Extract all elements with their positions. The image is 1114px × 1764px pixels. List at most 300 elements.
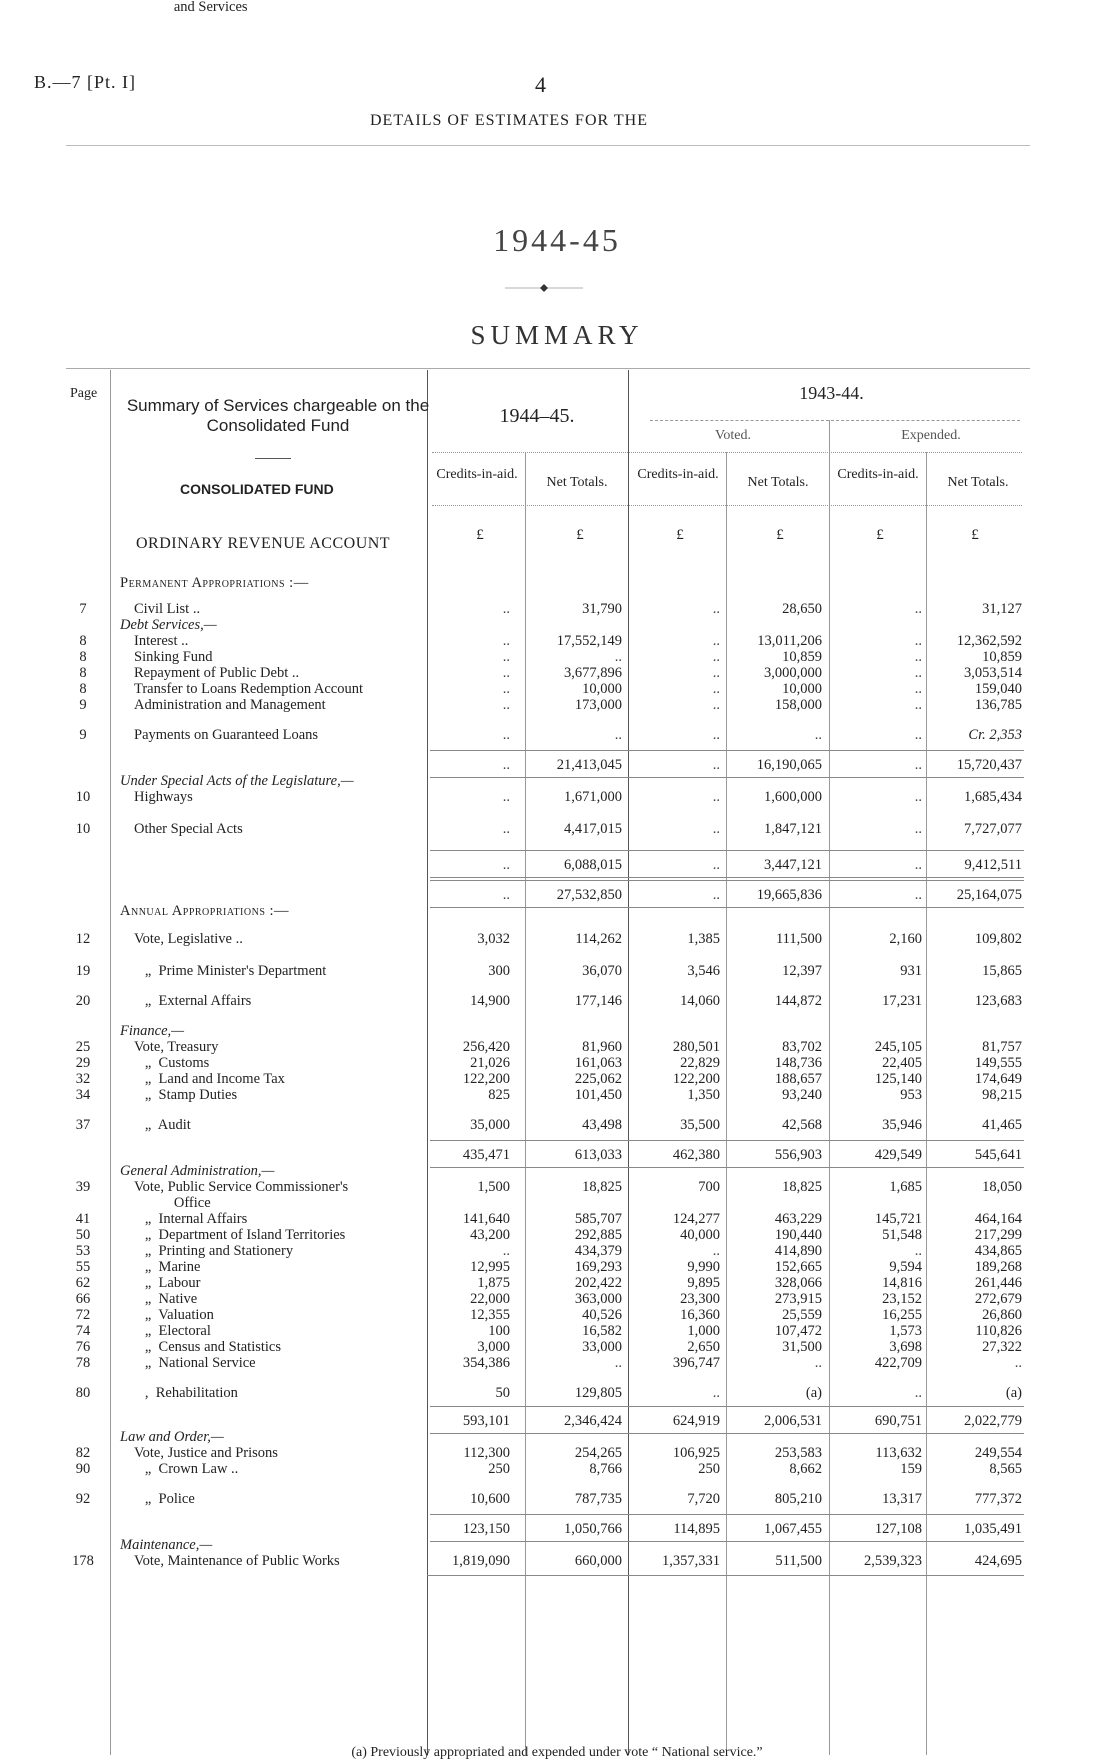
row-value: 250 [488,1461,510,1477]
row-value: 23,300 [680,1291,720,1307]
row-value: 396,747 [672,1355,720,1371]
row-page-ref: 41 [75,1211,91,1227]
row-value: 414,890 [774,1243,822,1259]
row-value: 300 [488,963,510,979]
row-value: 114,895 [673,1521,720,1537]
row-value: 188,657 [774,1071,822,1087]
row-value: 250 [698,1461,720,1477]
year-previous-header: 1943-44. [799,383,864,403]
row-page-ref: 78 [75,1355,91,1371]
row-value: 292,885 [574,1227,622,1243]
row-page-ref: 50 [75,1227,91,1243]
voted-header: Voted. [715,428,751,443]
row-label: Under Special Acts of the Legislature,— [120,773,354,789]
row-value: 249,554 [974,1445,1022,1461]
row-value: 273,915 [774,1291,822,1307]
row-label: Highways [134,789,193,805]
table-row [0,0,1114,15]
row-label: „ Department of Island Territories [134,1227,346,1243]
currency-label: £ [776,527,784,543]
row-value: 81,960 [582,1039,622,1055]
row-value: 41,465 [982,1117,1022,1133]
row-page-ref: 55 [75,1259,91,1275]
row-value: 328,066 [774,1275,822,1291]
header-rule [66,145,1030,146]
row-value: .. [814,727,822,743]
row-label: Vote, Maintenance of Public Works [134,1553,340,1569]
row-value: 3,698 [889,1339,922,1355]
row-label: Permanent Appropriations :— [120,575,309,591]
table-row [0,576,1114,591]
row-value: 10,859 [782,649,822,665]
row-value: 13,011,206 [757,633,822,649]
row-label: and Services [134,0,248,15]
row-value: 1,685,434 [964,789,1022,805]
col-header-net-current: Net Totals. [546,475,608,490]
row-value: 101,450 [574,1087,622,1103]
row-value: 16,360 [680,1307,720,1323]
row-value: .. [502,1243,510,1259]
row-value: 2,022,779 [964,1413,1022,1429]
table-bottom-rule [427,1575,1024,1576]
row-value: 660,000 [574,1553,622,1569]
row-value: 125,140 [874,1071,922,1087]
row-value: 83,702 [782,1039,822,1055]
row-value: (a) [805,1385,822,1401]
row-value: .. [614,649,622,665]
subtotal-rule [430,850,1024,851]
row-value: 1,350 [687,1087,720,1103]
subtotal-row [0,858,1114,873]
row-value: 1,357,331 [662,1553,720,1569]
row-value: 6,088,015 [564,857,622,873]
row-page-ref: 25 [75,1039,91,1055]
row-value: 1,000 [687,1323,720,1339]
table-row [0,1244,1114,1259]
table-row [0,1196,1114,1211]
row-page-ref: 12 [75,931,91,947]
row-label: Interest .. [134,633,189,649]
subtotal-rule [430,1406,1024,1407]
row-value: .. [614,1355,622,1371]
row-value: 435,471 [462,1147,510,1163]
row-page-ref: 82 [75,1445,91,1461]
row-value: 1,500 [477,1179,510,1195]
row-value: .. [914,665,922,681]
row-value: .. [914,601,922,617]
row-value: .. [712,757,720,773]
row-value: 100 [488,1323,510,1339]
row-page-ref: 62 [75,1275,91,1291]
row-value: 50 [495,1385,510,1401]
row-page-ref: 66 [75,1291,91,1307]
row-value: .. [712,697,720,713]
row-label: , Rehabilitation [134,1385,238,1401]
row-value: 31,127 [982,601,1022,617]
row-value: .. [914,887,922,903]
table-row [0,1340,1114,1355]
row-value: 424,695 [974,1553,1022,1569]
row-label: „ National Service [134,1355,256,1371]
row-value: 3,032 [477,931,510,947]
row-label: „ Native [134,1291,198,1307]
row-value: .. [502,681,510,697]
row-value: .. [712,857,720,873]
col-header-credits-expended: Credits-in-aid. [837,467,919,482]
currency-label: £ [576,527,584,543]
table-row [0,618,1114,633]
row-value: .. [914,1243,922,1259]
row-value: 1,847,121 [764,821,822,837]
table-row [0,774,1114,789]
row-value: 169,293 [574,1259,622,1275]
row-value: 253,583 [774,1445,822,1461]
row-value: 1,671,000 [564,789,622,805]
row-value: 16,582 [582,1323,622,1339]
row-value: 1,875 [477,1275,510,1291]
row-value: 511,500 [775,1553,822,1569]
table-row [0,1430,1114,1445]
subtotal-row [0,888,1114,903]
table-row [0,1024,1114,1039]
estimate-year-title: 1944-45 [493,222,621,258]
col-header-credits-current: Credits-in-aid. [436,467,518,482]
row-value: .. [914,649,922,665]
currency-label: £ [476,527,484,543]
row-page-ref: 9 [79,697,87,713]
row-value: 36,070 [582,963,622,979]
row-value: 123,683 [974,993,1022,1009]
row-value: 177,146 [574,993,622,1009]
table-row [0,634,1114,649]
row-value: 690,751 [874,1413,922,1429]
row-value: 12,362,592 [956,633,1022,649]
row-value: 35,000 [470,1117,510,1133]
row-value: 14,060 [680,993,720,1009]
row-label: Maintenance,— [120,1537,213,1553]
row-value: 9,412,511 [964,857,1022,873]
row-label: Administration and Management [134,697,326,713]
page-title: DETAILS OF ESTIMATES FOR THE [370,112,648,129]
row-value: 3,000 [477,1339,510,1355]
row-value: 152,665 [774,1259,822,1275]
row-value: 1,819,090 [452,1553,510,1569]
row-value: .. [502,757,510,773]
row-label: Civil List .. [134,601,201,617]
row-value: 148,736 [774,1055,822,1071]
table-top-rule [66,368,1030,369]
row-value: 1,067,455 [764,1521,822,1537]
row-value: 122,200 [462,1071,510,1087]
row-value: 13,317 [882,1491,922,1507]
row-value: 122,200 [672,1071,720,1087]
row-value: 43,498 [582,1117,622,1133]
row-value: .. [712,821,720,837]
row-value: 26,860 [982,1307,1022,1323]
row-value: 174,649 [974,1071,1022,1087]
row-value: 129,805 [574,1385,622,1401]
account-label: ORDINARY REVENUE ACCOUNT [136,535,391,552]
row-value: 35,500 [680,1117,720,1133]
row-label: „ Labour [134,1275,201,1291]
row-value: 4,417,015 [564,821,622,837]
row-value: 16,190,065 [756,757,822,773]
row-label: „ Electoral [134,1323,211,1339]
row-value: 27,322 [982,1339,1022,1355]
row-value: 2,650 [687,1339,720,1355]
row-value: 98,215 [982,1087,1022,1103]
row-value: 12,397 [782,963,822,979]
table-row [0,964,1114,979]
row-value: 272,679 [974,1291,1022,1307]
row-value: Cr. 2,353 [968,727,1022,743]
row-value: 624,919 [672,1413,720,1429]
row-value: 1,685 [889,1179,922,1195]
row-value: .. [712,1243,720,1259]
row-value: 2,006,531 [764,1413,822,1429]
row-label: Repayment of Public Debt .. [134,665,300,681]
row-value: .. [712,633,720,649]
row-label: „ External Affairs [134,993,252,1009]
services-heading-rule [255,458,291,459]
table-row [0,1538,1114,1553]
row-page-ref: 39 [75,1179,91,1195]
row-value: 43,200 [470,1227,510,1243]
row-label: Sinking Fund [134,649,213,665]
row-value: 2,346,424 [564,1413,622,1429]
table-row [0,932,1114,947]
row-label: Vote, Treasury [134,1039,219,1055]
table-row [0,728,1114,743]
row-value: .. [1014,1355,1022,1371]
row-value: 464,164 [974,1211,1022,1227]
row-value: 15,865 [982,963,1022,979]
row-value: 18,825 [782,1179,822,1195]
row-label: „ Internal Affairs [134,1211,248,1227]
row-value: 22,405 [882,1055,922,1071]
row-value: 1,385 [687,931,720,947]
row-value: 110,826 [975,1323,1022,1339]
row-value: 22,829 [680,1055,720,1071]
row-label: „ Printing and Stationery [134,1243,294,1259]
row-value: 931 [900,963,922,979]
subtotal-rule [430,877,1024,878]
services-heading: Summary of Services chargeable on the Consolidated Fund [126,396,430,435]
table-row [0,682,1114,697]
row-value: 159,040 [974,681,1022,697]
row-value: 463,229 [774,1211,822,1227]
row-value: 217,299 [974,1227,1022,1243]
row-value: 700 [698,1179,720,1195]
row-page-ref: 9 [79,727,87,743]
row-page-ref: 8 [79,665,87,681]
subtotal-row [0,1414,1114,1429]
footnote: (a) Previously appropriated and expended under vote “ National service.” [351,1745,763,1760]
row-page-ref: 74 [75,1323,91,1339]
ornament-divider [505,283,583,293]
table-row [0,822,1114,837]
table-row [0,1260,1114,1275]
row-value: 107,472 [774,1323,822,1339]
row-label: Other Special Acts [134,821,243,837]
row-value: 17,552,149 [556,633,622,649]
row-value: 3,546 [687,963,720,979]
row-value: 111,500 [775,931,822,947]
row-value: 15,720,437 [956,757,1022,773]
row-value: 16,255 [882,1307,922,1323]
row-value: 9,990 [687,1259,720,1275]
row-page-ref: 34 [75,1087,91,1103]
row-value: 81,757 [982,1039,1022,1055]
row-value: 109,802 [974,931,1022,947]
row-label: Vote, Justice and Prisons [134,1445,278,1461]
col-header-net-voted: Net Totals. [747,475,809,490]
row-value: 225,062 [574,1071,622,1087]
row-value: 189,268 [974,1259,1022,1275]
table-row [0,904,1114,919]
row-page-ref: 10 [75,789,91,805]
row-label: „ Audit [134,1117,191,1133]
table-row [0,1324,1114,1339]
row-value: 113,632 [875,1445,922,1461]
row-value: .. [712,789,720,805]
row-value: 825 [488,1087,510,1103]
row-value: 18,050 [982,1179,1022,1195]
table-row [0,1446,1114,1461]
expended-header: Expended. [901,428,961,443]
row-value: 7,727,077 [964,821,1022,837]
row-value: 280,501 [672,1039,720,1055]
consolidated-fund-label: CONSOLIDATED FUND [180,481,334,497]
row-value: 93,240 [782,1087,822,1103]
row-page-ref: 72 [75,1307,91,1323]
row-value: 14,900 [470,993,510,1009]
table-row [0,1164,1114,1179]
row-value: .. [914,789,922,805]
row-value: .. [712,887,720,903]
row-value: 7,720 [687,1491,720,1507]
table-row [0,1492,1114,1507]
row-label: „ Valuation [134,1307,214,1323]
table-row [0,698,1114,713]
row-value: .. [914,697,922,713]
row-value: 17,231 [882,993,922,1009]
row-value: 434,379 [574,1243,622,1259]
row-value: 173,000 [574,697,622,713]
row-value: .. [502,821,510,837]
row-value: 1,035,491 [964,1521,1022,1537]
row-value: .. [712,649,720,665]
table-row [0,790,1114,805]
row-value: (a) [1005,1385,1022,1401]
row-label: „ Census and Statistics [134,1339,282,1355]
row-value: 1,050,766 [564,1521,622,1537]
row-value: 363,000 [574,1291,622,1307]
row-value: .. [502,887,510,903]
currency-label: £ [676,527,684,543]
row-label: Office [134,1195,211,1211]
row-value: 3,447,121 [764,857,822,873]
row-value: 28,650 [782,601,822,617]
row-value: 805,210 [774,1491,822,1507]
row-label: „ Marine [134,1259,201,1275]
row-value: .. [914,633,922,649]
row-page-ref: 7 [79,601,87,617]
table-row [0,1072,1114,1087]
subtotal-rule [430,1140,1024,1141]
table-row [0,1212,1114,1227]
row-value: .. [914,727,922,743]
table-row [0,1118,1114,1133]
row-value: .. [712,601,720,617]
table-row [0,1356,1114,1371]
row-value: .. [712,727,720,743]
subtotal-rule [430,750,1024,751]
row-value: 141,640 [462,1211,510,1227]
row-value: 8,565 [989,1461,1022,1477]
row-page-ref: 76 [75,1339,91,1355]
row-value: .. [914,857,922,873]
row-value: 144,872 [774,993,822,1009]
subtotal-rule [430,880,1024,881]
row-value: .. [914,821,922,837]
table-row [0,1292,1114,1307]
row-value: 25,559 [782,1307,822,1323]
table-row [0,1308,1114,1323]
row-value: 254,265 [574,1445,622,1461]
row-value: .. [502,649,510,665]
row-value: 27,532,850 [556,887,622,903]
row-value: 3,677,896 [564,665,622,681]
row-value: 127,108 [874,1521,922,1537]
row-value: .. [502,633,510,649]
row-value: 261,446 [974,1275,1022,1291]
row-value: 21,026 [470,1055,510,1071]
row-value: 593,101 [462,1413,510,1429]
row-value: .. [614,727,622,743]
table-row [0,1056,1114,1071]
row-label: Finance,— [120,1023,185,1039]
row-value: 9,594 [889,1259,922,1275]
table-row [0,1386,1114,1401]
row-value: .. [814,1355,822,1371]
table-row [0,666,1114,681]
row-page-ref: 10 [75,821,91,837]
row-value: 18,825 [582,1179,622,1195]
row-value: 585,707 [574,1211,622,1227]
subtotal-row [0,1148,1114,1163]
subheader-rule [432,452,1022,453]
col-header-credits-voted: Credits-in-aid. [637,467,719,482]
row-value: 123,150 [462,1521,510,1537]
row-value: 22,000 [470,1291,510,1307]
row-value: 21,413,045 [556,757,622,773]
row-value: 1,573 [889,1323,922,1339]
row-value: 9,895 [687,1275,720,1291]
row-value: 112,300 [463,1445,510,1461]
row-value: 422,709 [874,1355,922,1371]
table-row [0,1228,1114,1243]
row-value: 434,865 [974,1243,1022,1259]
row-value: 777,372 [974,1491,1022,1507]
row-value: 953 [900,1087,922,1103]
table-row [0,602,1114,617]
document-reference: B.—7 [Pt. I] [34,72,136,92]
row-value: .. [502,697,510,713]
row-label: Annual Appropriations :— [120,903,290,919]
year-current-header: 1944–45. [499,405,575,427]
row-page-ref: 32 [75,1071,91,1087]
